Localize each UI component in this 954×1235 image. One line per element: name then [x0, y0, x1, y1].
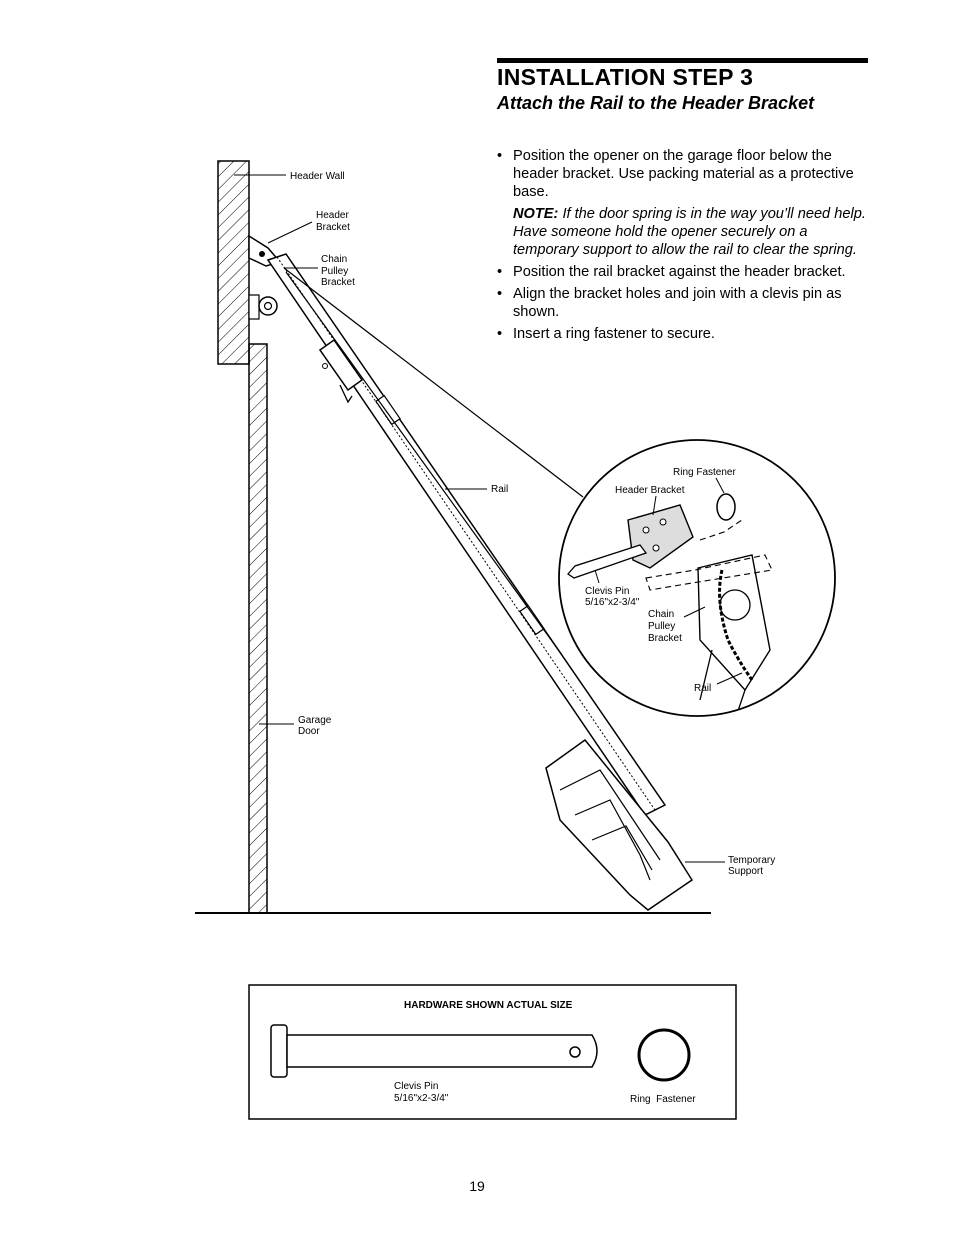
- bracket-hole-icon: [259, 251, 265, 257]
- label-chain-pulley-bracket: Chain: [321, 254, 348, 265]
- detail-label-rail: Rail: [694, 683, 712, 694]
- hardware-label-clevis-pin: 5/16"x2-3/4": [394, 1093, 449, 1104]
- hardware-label-clevis-pin: Clevis Pin: [394, 1081, 439, 1092]
- hardware-heading: HARDWARE SHOWN ACTUAL SIZE: [404, 1000, 573, 1011]
- detail-label-clevis-pin: 5/16"x2-3/4": [585, 597, 640, 608]
- label-chain-pulley-bracket: Bracket: [321, 277, 355, 288]
- detail-label-chain-pulley-bracket: Bracket: [648, 633, 682, 644]
- page-title: INSTALLATION STEP 3: [497, 64, 754, 90]
- instruction-text: Position the rail bracket against the header bracket.: [513, 264, 846, 280]
- detail-label-ring-fastener: Ring Fastener: [673, 467, 736, 478]
- bullet-icon: •: [497, 286, 503, 302]
- detail-label-clevis-pin: Clevis Pin: [585, 586, 630, 597]
- label-garage-door: Door: [298, 726, 320, 737]
- label-chain-pulley-bracket: Pulley: [321, 266, 349, 277]
- hardware-label-ring-fastener: Ring Fastener: [630, 1094, 696, 1105]
- section-subtitle: Attach the Rail to the Header Bracket: [497, 93, 815, 113]
- label-rail: Rail: [491, 484, 509, 495]
- label-header-wall: Header Wall: [290, 171, 345, 182]
- label-temporary-support: Temporary: [728, 855, 776, 866]
- instruction-text: Align the bracket holes and join with a clevis pin as shown.: [513, 286, 842, 320]
- bullet-icon: •: [497, 148, 503, 164]
- callout-line: [286, 272, 562, 655]
- leader-line: [268, 222, 312, 243]
- instruction-text: Insert a ring fastener to secure.: [513, 326, 715, 342]
- detail-label-chain-pulley-bracket: Pulley: [648, 621, 676, 632]
- note-label: NOTE:: [513, 206, 559, 222]
- callout-line: [284, 268, 583, 497]
- note-text: If the door spring is in the way you’ll need help. Have someone hold the opener securely on a temporary support to allow the rail to clear the spring.: [513, 206, 866, 258]
- door-roller: [249, 295, 277, 319]
- label-header-bracket: Header: [316, 210, 349, 221]
- bullet-icon: •: [497, 264, 503, 280]
- detail-label-header-bracket: Header Bracket: [615, 485, 685, 496]
- bullet-icon: •: [497, 326, 503, 342]
- label-temporary-support: Support: [728, 866, 764, 877]
- label-header-bracket: Bracket: [316, 222, 350, 233]
- detail-callout: [559, 440, 835, 720]
- page-number: 19: [469, 1178, 485, 1194]
- garage-door: [249, 344, 267, 913]
- detail-label-chain-pulley-bracket: Chain: [648, 609, 675, 620]
- header-wall: [218, 161, 249, 364]
- instruction-text: Position the opener on the garage floor below the header bracket. Use packing material as a protective base.: [513, 148, 854, 200]
- hardware-box: [249, 985, 736, 1119]
- label-garage-door: Garage: [298, 715, 332, 726]
